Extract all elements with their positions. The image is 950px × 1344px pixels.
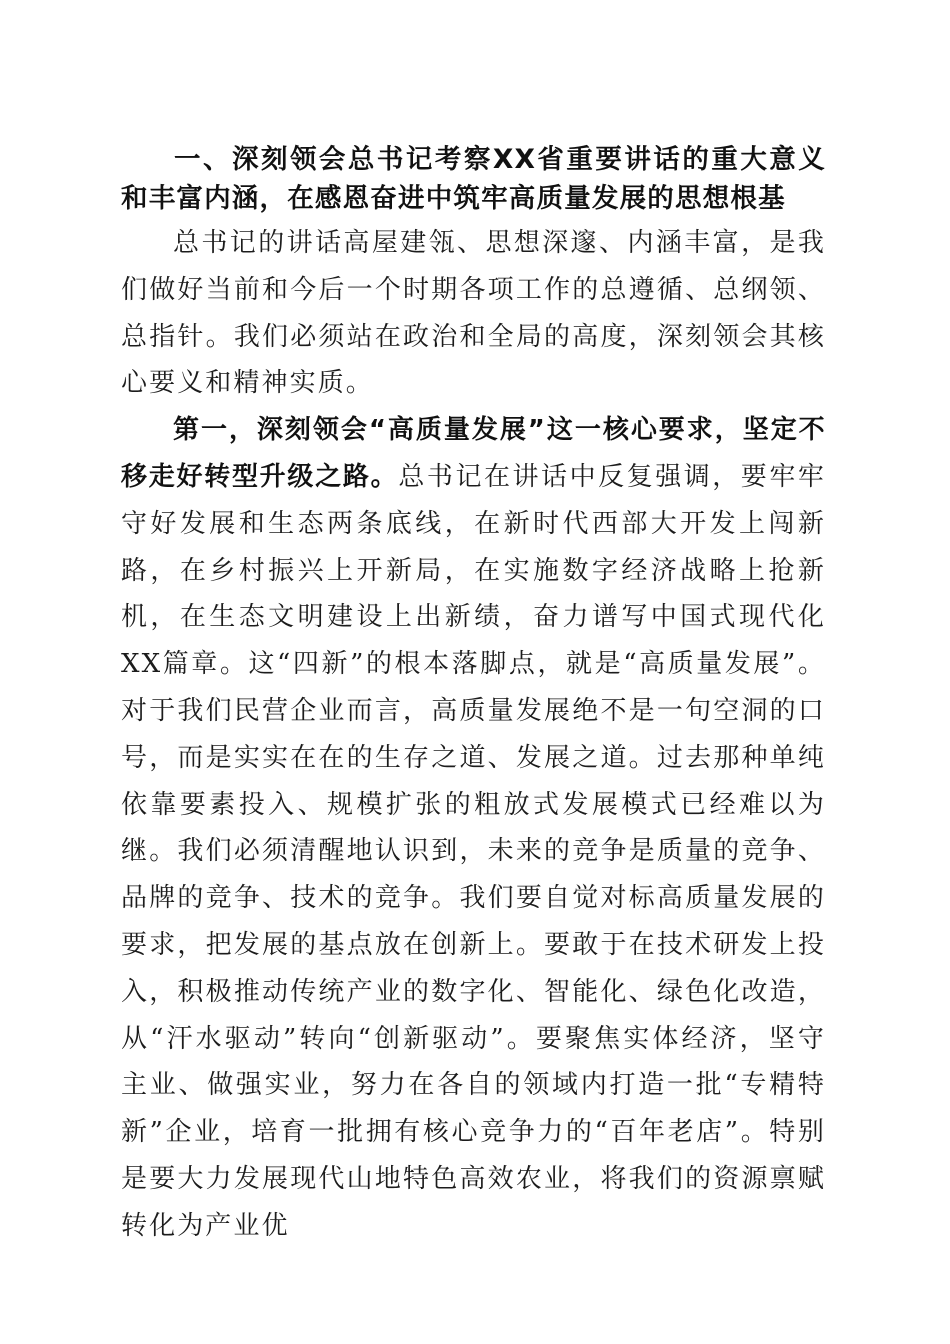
- point-one-body: 总书记在讲话中反复强调，要牢牢守好发展和生态两条底线，在新时代西部大开发上闯新路，在乡村振兴上开新局，在实施数字经济战略上抢新机，在生态文明建设上出新绩，奋力谱写中国式现代化XX篇章。这“四新”的根本落脚点，就是“高质量发展”。对于我们民营企业而言，高质量发展绝不是一句空洞的口号，而是实实在在的生存之道、发展之道。过去那种单纯依靠要素投入、规模扩张的粗放式发展模式已经难以为继。我们必须清醒地认识到，未来的竞争是质量的竞争、品牌的竞争、技术的竞争。我们要自觉对标高质量发展的要求，把发展的基点放在创新上。要敢于在技术研发上投入，积极推动传统产业的数字化、智能化、绿色化改造，从“汗水驱动”转向“创新驱动”。要聚焦实体经济，坚守主业、做强实业，努力在各自的领域内打造一批“专精特新”企业，培育一批拥有核心竞争力的“百年老店”。特别是要大力发展现代山地特色高效农业，将我们的资源禀赋转化为产业优: [121, 461, 826, 1241]
- section-heading: 一、深刻领会总书记考察XX省重要讲话的重大意义和丰富内涵，在感恩奋进中筑牢高质量发展的思想根基: [121, 144, 826, 214]
- document-body: [121, 140, 826, 1250]
- intro-paragraph: 总书记的讲话高屋建瓴、思想深邃、内涵丰富，是我们做好当前和今后一个时期各项工作的总遵循、总纲领、总指针。我们必须站在政治和全局的高度，深刻领会其核心要义和精神实质。: [121, 228, 826, 399]
- point-one-paragraph: [121, 407, 826, 1249]
- point-one-lead: 第一，深刻领会“高质量发展”这一核心要求，坚定不移走好转型升级之路。: [121, 415, 826, 492]
